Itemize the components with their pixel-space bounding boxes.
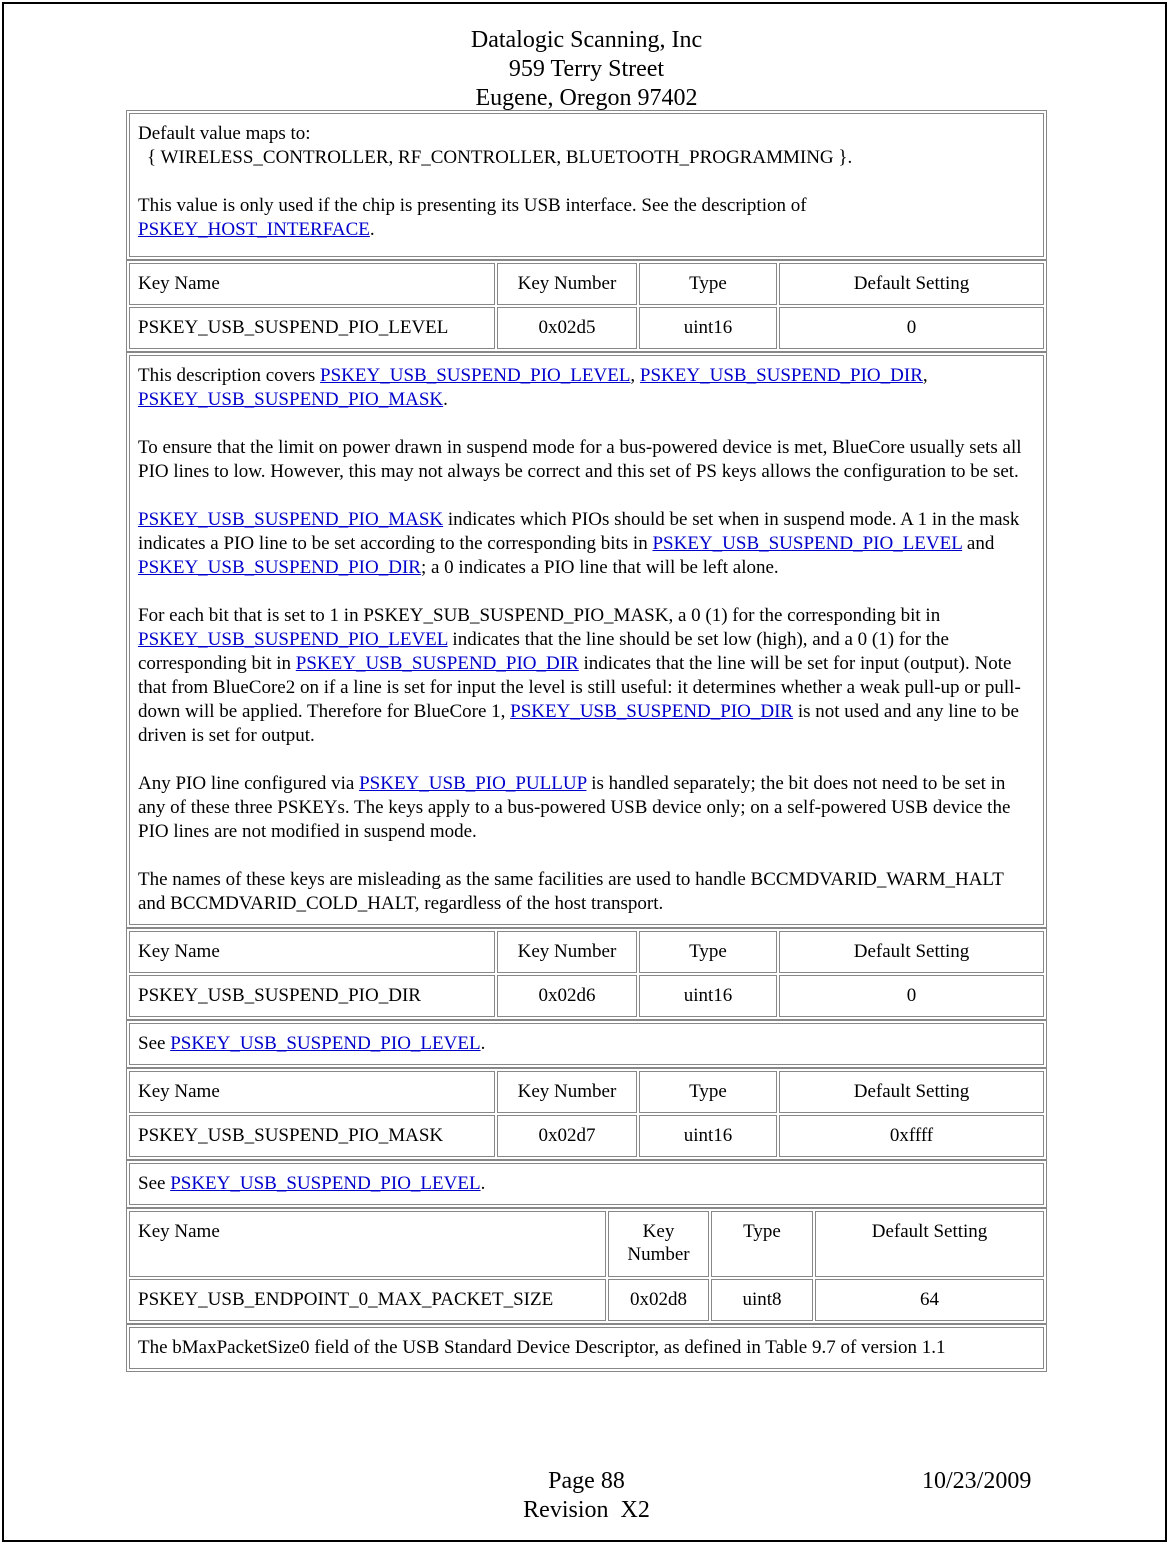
link-pskey-usb-pio-pullup[interactable]: PSKEY_USB_PIO_PULLUP [359,773,587,794]
col-key-name: Key Name [129,1211,606,1277]
col-key-name: Key Name [129,1071,495,1113]
desc-paragraph-6: The names of these keys are misleading as the same facilities are used to handle BCCMDVARID_WARM_HALT and BCCMDVARID_COLD_HALT, regardless of the host transport. [138,869,1004,914]
page-number: Page 88 [548,1468,625,1494]
link-pskey-usb-suspend-pio-dir[interactable]: PSKEY_USB_SUSPEND_PIO_DIR [295,653,579,674]
key-number-value: 0x02d7 [497,1115,637,1157]
key-table-usb-suspend-pio-dir [126,928,1047,1020]
intro-line-2: { WIRELESS_CONTROLLER, RF_CONTROLLER, BLUETOOTH_PROGRAMMING }. [147,147,853,168]
key-table-usb-suspend-pio-level [126,260,1047,352]
col-key-number: Key Number [497,1071,637,1113]
table-row [129,975,1044,1017]
intro-description-table [126,110,1047,260]
col-default-setting: Default Setting [779,263,1044,305]
table-header-row [129,263,1044,305]
desc-paragraph-2: To ensure that the limit on power drawn in suspend mode for a bus-powered device is met, BlueCore usually sets all PIO lines to low. However, this may not always be correct and this set of PS keys allows the configuration to be set. [138,437,1022,482]
link-pskey-usb-suspend-pio-dir[interactable]: PSKEY_USB_SUSPEND_PIO_DIR [138,557,421,578]
key-number-value: 0x02d5 [497,307,637,349]
see-also-cell: See PSKEY_USB_SUSPEND_PIO_LEVEL. [129,1163,1044,1205]
default-value: 0 [779,307,1044,349]
description-cell [129,355,1044,925]
link-pskey-usb-suspend-pio-dir[interactable]: PSKEY_USB_SUSPEND_PIO_DIR [510,701,794,722]
col-key-number: Key Number [497,263,637,305]
intro-description-cell [129,113,1044,257]
type-value: uint16 [639,307,777,349]
key-number-value: 0x02d8 [608,1279,709,1321]
key-table-usb-suspend-pio-mask [126,1068,1047,1160]
footer-date: 10/23/2009 [922,1468,1032,1494]
key-name-value: PSKEY_USB_SUSPEND_PIO_MASK [129,1115,495,1157]
table-row [129,1115,1044,1157]
key-name-value: PSKEY_USB_SUSPEND_PIO_DIR [129,975,495,1017]
key-name-value: PSKEY_USB_ENDPOINT_0_MAX_PACKET_SIZE [129,1279,606,1321]
col-type: Type [639,263,777,305]
col-type: Type [639,931,777,973]
key-name-value: PSKEY_USB_SUSPEND_PIO_LEVEL [129,307,495,349]
col-type: Type [711,1211,813,1277]
link-pskey-usb-suspend-pio-level[interactable]: PSKEY_USB_SUSPEND_PIO_LEVEL [170,1173,481,1194]
description-table-endpoint [126,1324,1047,1372]
col-key-number: Key Number [497,931,637,973]
company-street: 959 Terry Street [508,56,665,82]
see-also-cell: See PSKEY_USB_SUSPEND_PIO_LEVEL. [129,1023,1044,1065]
default-value: 0 [779,975,1044,1017]
table-header-row [129,931,1044,973]
link-pskey-usb-suspend-pio-level[interactable]: PSKEY_USB_SUSPEND_PIO_LEVEL [138,629,448,650]
col-default-setting: Default Setting [815,1211,1044,1277]
description-table-suspend-pio [126,352,1047,928]
company-name: Datalogic Scanning, Inc [470,27,703,53]
table-header-row [129,1211,1044,1277]
type-value: uint16 [639,1115,777,1157]
key-number-value: 0x02d6 [497,975,637,1017]
description-cell: The bMaxPacketSize0 field of the USB Standard Device Descriptor, as defined in Table 9.7 of version 1.1 [129,1327,1044,1369]
link-pskey-host-interface[interactable]: PSKEY_HOST_INTERFACE [138,219,370,240]
link-pskey-usb-suspend-pio-dir[interactable]: PSKEY_USB_SUSPEND_PIO_DIR [639,365,923,386]
default-value: 64 [815,1279,1044,1321]
see-also-table [126,1160,1047,1208]
type-value: uint16 [639,975,777,1017]
table-row [129,307,1044,349]
desc-paragraph-3: PSKEY_USB_SUSPEND_PIO_MASK indicates which PIOs should be set when in suspend mode. A 1 in the mask indicates a PIO line to be set according to the corresponding bits in PSKEY_USB_SUSPEND_PIO_LEVEL and PSKEY_USB_SUSPEND_PIO_DIR; a 0 indicates a PIO line that will be left alone. [138,509,1020,578]
key-table-usb-endpoint-0-max-packet-size [126,1208,1047,1324]
revision-label: Revision X2 [523,1497,650,1523]
link-pskey-usb-suspend-pio-mask[interactable]: PSKEY_USB_SUSPEND_PIO_MASK [138,509,444,530]
intro-paragraph: This value is only used if the chip is presenting its USB interface. See the description of PSKEY_HOST_INTERFACE. [138,195,807,240]
col-key-name: Key Name [129,263,495,305]
desc-paragraph-4: For each bit that is set to 1 in PSKEY_SUB_SUSPEND_PIO_MASK, a 0 (1) for the corresponding bit in PSKEY_USB_SUSPEND_PIO_LEVEL indicates that the line should be set low (high), and a 0 (1) for the corresponding bit in PSKEY_USB_SUSPEND_PIO_DIR indicates that the line will be set for input (output). Note that from BlueCore2 on if a line is set for input the level is still useful: it determines whether a weak pull-up or pull-down will be applied. Therefore for BlueCore 1, PSKEY_USB_SUSPEND_PIO_DIR is not used and any line to be driven is set for output. [138,605,1021,746]
page-header [0,26,1173,113]
table-header-row [129,1071,1044,1113]
default-value: 0xffff [779,1115,1044,1157]
link-pskey-usb-suspend-pio-level[interactable]: PSKEY_USB_SUSPEND_PIO_LEVEL [652,533,963,554]
see-also-table [126,1020,1047,1068]
col-type: Type [639,1071,777,1113]
desc-paragraph-1: This description covers PSKEY_USB_SUSPEND_PIO_LEVEL, PSKEY_USB_SUSPEND_PIO_DIR, PSKEY_USB_SUSPEND_PIO_MASK. [138,365,928,410]
document-content [126,110,1047,1372]
table-row [129,1279,1044,1321]
col-key-name: Key Name [129,931,495,973]
col-key-number: Key Number [608,1211,709,1277]
type-value: uint8 [711,1279,813,1321]
link-pskey-usb-suspend-pio-mask[interactable]: PSKEY_USB_SUSPEND_PIO_MASK [138,389,444,410]
col-default-setting: Default Setting [779,1071,1044,1113]
link-pskey-usb-suspend-pio-level[interactable]: PSKEY_USB_SUSPEND_PIO_LEVEL [320,365,631,386]
company-city: Eugene, Oregon 97402 [475,85,698,111]
link-pskey-usb-suspend-pio-level[interactable]: PSKEY_USB_SUSPEND_PIO_LEVEL [170,1033,481,1054]
intro-line-1: Default value maps to: [138,123,311,144]
desc-paragraph-5: Any PIO line configured via PSKEY_USB_PIO_PULLUP is handled separately; the bit does not need to be set in any of these three PSKEYs. The keys apply to a bus-powered USB device only; on a self-powered USB device the PIO lines are not modified in suspend mode. [138,773,1011,842]
col-default-setting: Default Setting [779,931,1044,973]
